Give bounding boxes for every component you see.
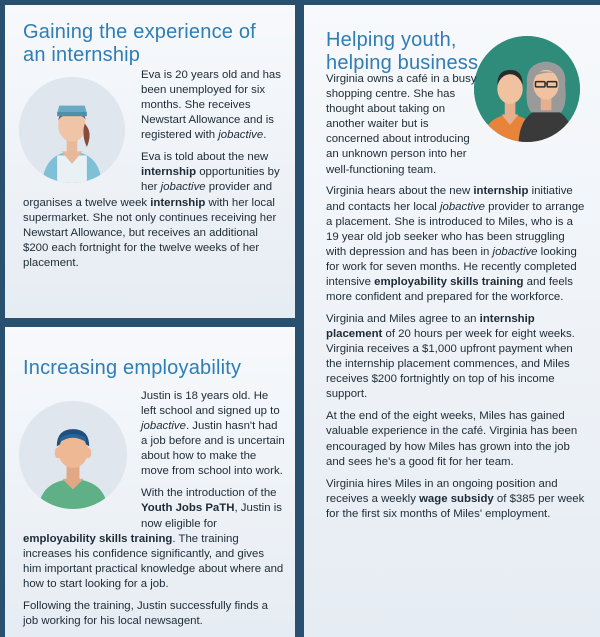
youth-paragraph-4: At the end of the eight weeks, Miles has gained valuable experience in the café. Virginia has been encouraged by how Miles has grown into the job and sees he's a good fit for her team. [326,410,578,468]
employability-title: Increasing employability [23,357,242,379]
employability-panel [5,327,295,637]
employability-paragraph-2: With the introduction of the Youth Jobs PaTH, Justin is now eligible for employability skills training. The training increases his confidence significantly, and gives him important practical knowledge about where and how to start looking for a job. [23,487,284,590]
employability-paragraph-1: Justin is 18 years old. He left school and signed up to jobactive. Justin hasn't had a job before and is uncertain about how to make the move from school into work. [141,390,285,478]
youth-title-line1: Helping youth, [326,29,457,51]
internship-title-line2: an internship [23,44,141,66]
youth-title [326,29,478,75]
internship-panel [5,5,295,318]
youth-paragraph-5: Virginia hires Miles in an ongoing position and receives a weekly wage subsidy of $385 per week for the first six months of Miles' employment. [326,477,585,520]
youth-paragraph-2: Virginia hears about the new internship initiative and contacts her local jobactive provider to arrange a placement. She is introduced to Miles, who is a 19 year old job seeker who has been struggling with depression and has been in jobactive looking for work for seven months. He recently completed intensive employability skills training and feels more confident and prepared for the workforce. [326,185,585,304]
youth-title-line2: helping business [326,52,479,74]
internship-paragraph-1: Eva is 20 years old and has been unemployed for six months. She receives Newstart Allowance and is registered with jobactive. [141,69,281,142]
youth-business-panel [304,5,600,637]
youth-paragraph-3: Virginia and Miles agree to an internship placement of 20 hours per week for eight weeks. Virginia receives a $1,000 upfront payment when the internship placement commences, and Miles receives $200 fortnightly on top of his income support. [326,313,575,401]
internship-title [23,21,256,67]
employability-paragraph-3: Following the training, Justin successfully finds a job working for his local newsagent. [23,599,269,627]
internship-paragraph-2: Eva is told about the new internship opportunities by her jobactive provider and organises a twelve week internship with her local supermarket. She not only continues receiving her Newstart Allowance, but receives an additional $200 each fortnight for the twelve weeks of her placement. [23,151,280,269]
youth-paragraph-1: Virginia owns a café in a busy shopping centre. She has thought about taking on another waiter but is concerned about introducing an unknown person into her well-functioning team. [326,73,477,176]
internship-title-line1: Gaining the experience of [23,21,256,43]
